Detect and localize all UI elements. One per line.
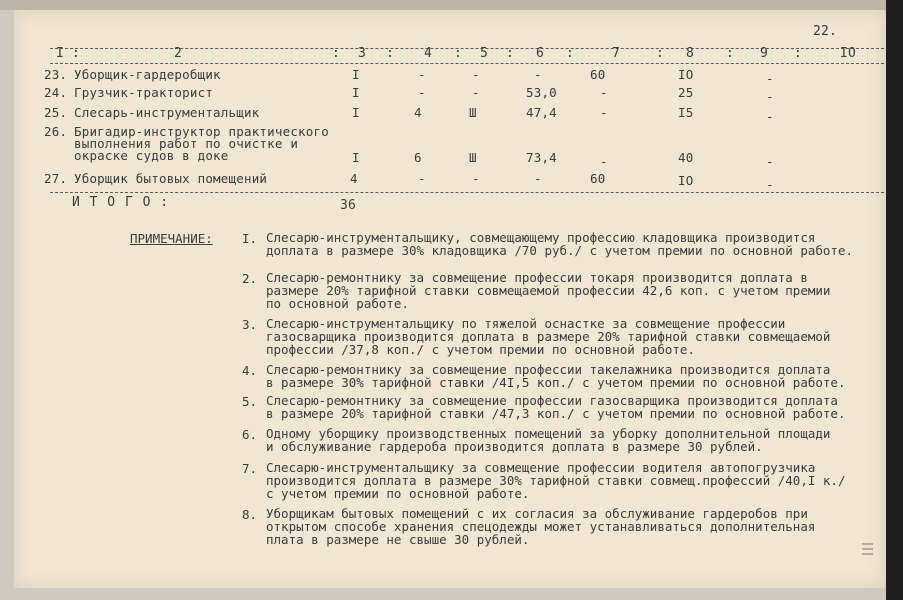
header-col-2: 2: [174, 46, 183, 61]
header-col-1: I: [56, 46, 65, 61]
row-cell: 4: [350, 171, 358, 186]
row-cell: 4: [414, 105, 422, 120]
note-number: 7.: [242, 461, 258, 476]
row-name: Бригадир-инструктор практического: [74, 124, 329, 139]
header-col-3: 3: [358, 46, 367, 61]
note-number: 8.: [242, 507, 258, 522]
header-sep: :: [454, 46, 463, 61]
note-line: производится доплата в размере 30% тарифной ставки совмещ.профессий /40,I к./: [266, 473, 846, 488]
header-rule-bottom: [50, 63, 884, 64]
row-name: окраске судов в доке: [74, 148, 229, 163]
row-cell: 60: [590, 171, 606, 186]
header-sep: :: [506, 46, 515, 61]
note-line: Слесарю-инструментальщику по тяжелой оснастке за совмещение профессии: [266, 316, 786, 331]
row-cell: -: [600, 105, 608, 120]
row-cell: -: [418, 85, 426, 100]
row-cell: -: [418, 67, 426, 82]
note-line: Одному уборщику производственных помещений за уборку дополнительной площади: [266, 426, 831, 441]
header-sep: :: [72, 46, 81, 61]
row-cell: -: [472, 85, 480, 100]
header-col-5: 5: [480, 46, 489, 61]
row-cell: -: [472, 67, 480, 82]
row-cell: I: [352, 105, 360, 120]
row-cell: 60: [590, 67, 606, 82]
row-cell: 40: [678, 150, 694, 165]
header-col-8: 8: [686, 46, 695, 61]
note-line: Слесарю-ремонтнику за совмещение профессии токаря производится доплата в: [266, 270, 808, 285]
note-line: доплата в размере 30% кладовщика /70 руб./ с учетом премии по основной работе.: [266, 243, 853, 258]
row-cell: I5: [678, 105, 694, 120]
row-cell: -: [600, 85, 608, 100]
dark-edge: [886, 0, 903, 600]
row-number: 26.: [44, 124, 68, 139]
header-col-9: 9: [760, 46, 769, 61]
row-cell: -: [766, 89, 774, 104]
row-cell: 53,0: [526, 85, 557, 100]
row-number: 24.: [44, 85, 68, 100]
row-cell: 73,4: [526, 150, 557, 165]
row-cell: Ш: [469, 150, 477, 165]
row-cell: I: [352, 150, 360, 165]
row-cell: -: [418, 171, 426, 186]
header-sep: :: [332, 46, 341, 61]
row-name: выполнения работ по очистке и: [74, 136, 299, 151]
row-cell: -: [766, 154, 774, 169]
note-line: размере 20% тарифной ставки совмещаемой профессии 42,6 коп. с учетом премии: [266, 283, 831, 298]
total-value: 36: [340, 198, 357, 213]
row-cell: -: [472, 171, 480, 186]
row-name: Грузчик-тракторист: [74, 85, 214, 100]
row-number: 25.: [44, 105, 68, 120]
row-name: Уборщик бытовых помещений: [74, 171, 268, 186]
note-number: 4.: [242, 363, 258, 378]
header-col-10: IO: [840, 46, 857, 61]
note-line: Слесарю-ремонтнику за совмещение профессии газосварщика производится доплата: [266, 393, 838, 408]
note-line: по основной работе.: [266, 296, 409, 311]
header-col-6: 6: [536, 46, 545, 61]
note-line: с учетом премии по основной работе.: [266, 486, 530, 501]
note-line: и обслуживание гардероба производится доплата в размере 30 рублей.: [266, 439, 763, 454]
document-page: [14, 10, 886, 588]
note-line: в размере 20% тарифной ставки /47,3 коп./ с учетом премии по основной работе.: [266, 406, 846, 421]
note-line: плата в размере не свыше 30 рублей.: [266, 532, 530, 547]
row-number: 27.: [44, 171, 68, 186]
note-line: профессии /37,8 коп./ с учетом премии по основной работе.: [266, 342, 695, 357]
note-line: Слесарю-ремонтнику за совмещение профессии такелажника производится доплата: [266, 362, 831, 377]
note-heading: ПРИМЕЧАНИЕ:: [130, 231, 213, 246]
note-line: Слесарю-инструментальщику, совмещающему профессию кладовщика производится: [266, 230, 816, 245]
header-sep: :: [794, 46, 803, 61]
row-cell: 25: [678, 85, 694, 100]
row-cell: -: [766, 109, 774, 124]
row-cell: -: [766, 177, 774, 192]
row-name: Слесарь-инструментальщик: [74, 105, 260, 120]
row-cell: -: [600, 154, 608, 169]
header-sep: :: [726, 46, 735, 61]
header-col-7: 7: [612, 46, 621, 61]
page-number: 22.: [813, 24, 838, 39]
note-line: Слесарю-инструментальщику за совмещение профессии водителя автопогрузчика: [266, 460, 816, 475]
row-cell: I: [352, 67, 360, 82]
pencil-mark-icon: [861, 540, 875, 558]
row-cell: Ш: [469, 105, 477, 120]
row-cell: IO: [678, 173, 694, 188]
note-number: 5.: [242, 394, 258, 409]
row-cell: 47,4: [526, 105, 557, 120]
row-cell: I: [352, 85, 360, 100]
row-cell: 6: [414, 150, 422, 165]
row-cell: -: [534, 171, 542, 186]
note-line: газосварщика производится доплата в размере 20% тарифной ставки совмещаемой: [266, 329, 831, 344]
note-line: Уборщикам бытовых помещений с их согласия за обслуживание гардеробов при: [266, 506, 808, 521]
note-line: в размере 30% тарифной ставки /4I,5 коп./ с учетом премии по основной работе.: [266, 375, 846, 390]
header-sep: :: [566, 46, 575, 61]
table-bottom-rule: [50, 192, 884, 193]
row-cell: -: [534, 67, 542, 82]
header-col-4: 4: [424, 46, 433, 61]
header-sep: :: [656, 46, 665, 61]
total-label: И Т О Г О :: [72, 195, 170, 210]
note-number: 6.: [242, 427, 258, 442]
row-cell: -: [766, 71, 774, 86]
row-cell: IO: [678, 67, 694, 82]
note-line: открытом способе хранения спецодежды может устанавливаться дополнительная: [266, 519, 816, 534]
note-number: 2.: [242, 271, 258, 286]
row-name: Уборщик-гардеробщик: [74, 67, 221, 82]
note-number: 3.: [242, 317, 258, 332]
header-sep: :: [386, 46, 395, 61]
note-number: I.: [242, 231, 258, 246]
row-number: 23.: [44, 67, 68, 82]
binder-strip: [0, 0, 903, 10]
